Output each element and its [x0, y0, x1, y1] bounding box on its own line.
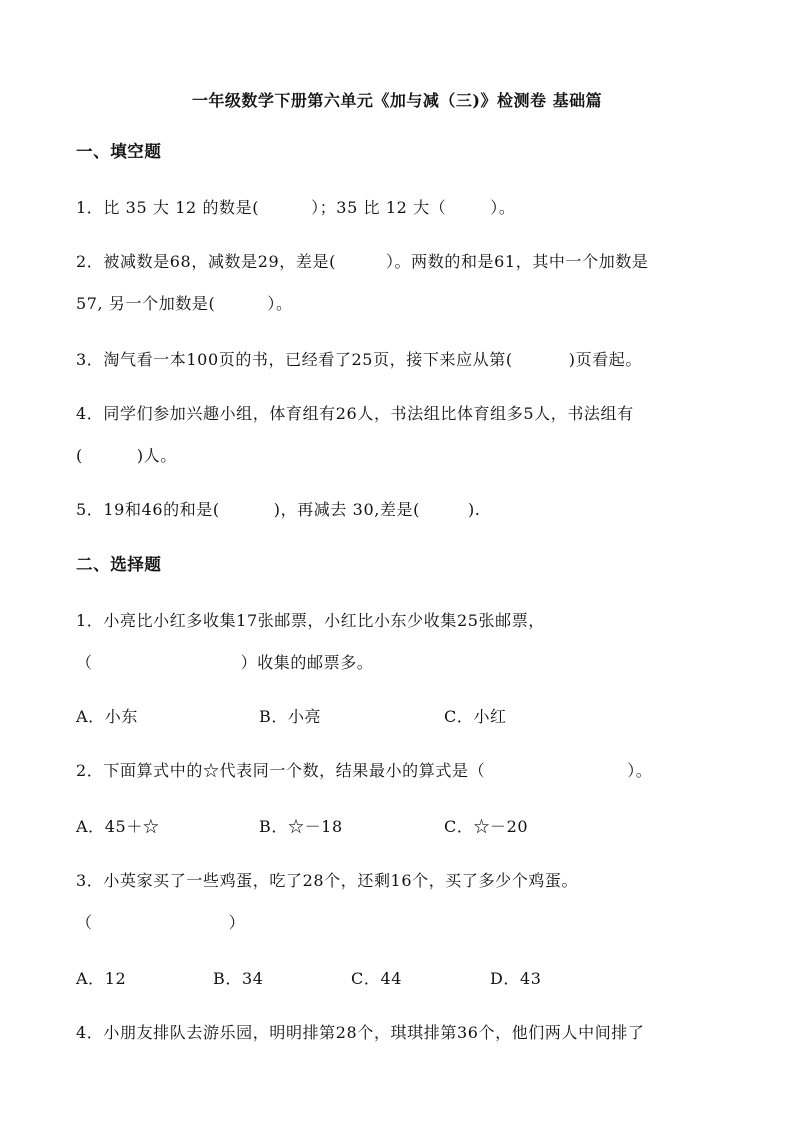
question-text: ）。	[627, 761, 653, 780]
option-b[interactable]: B．小亮	[259, 707, 322, 726]
question-1-4-cont	[76, 446, 177, 466]
question-text: 5．19和46的和是(	[76, 500, 220, 519]
question-1-2	[76, 252, 649, 272]
option-c[interactable]: C．44	[351, 969, 403, 988]
question-text: （	[76, 913, 93, 932]
question-1-1	[76, 198, 515, 218]
option-d[interactable]: D．43	[490, 969, 542, 988]
question-text: （	[76, 653, 93, 672]
question-1-4	[76, 404, 634, 424]
section-heading-fill-in: 一、填空题	[76, 142, 162, 161]
option-c[interactable]: C．☆－20	[444, 817, 529, 836]
question-text: ）。	[267, 294, 293, 313]
question-1-2-cont	[76, 294, 293, 314]
question-2-3-cont	[76, 913, 245, 933]
question-text: 4．同学们参加兴趣小组，体育组有26人，书法组比体育组多5人，书法组有	[76, 404, 634, 423]
question-text: ）；35 比 12 大（	[311, 198, 447, 217]
question-text: )页看起。	[568, 350, 642, 369]
question-text: 57, 另一个加数是(	[76, 294, 216, 313]
question-1-5	[76, 500, 481, 520]
question-2-3: 3．小英家买了一些鸡蛋，吃了28个，还剩16个，买了多少个鸡蛋。	[76, 871, 579, 890]
question-text: ).	[467, 500, 481, 519]
option-b[interactable]: B．34	[213, 969, 264, 988]
option-a[interactable]: A．12	[76, 969, 127, 988]
question-text: ）。两数的和是61，其中一个加数是	[385, 252, 649, 271]
question-text: ）。	[490, 198, 516, 217]
page-title: 一年级数学下册第六单元《加与减（三)》检测卷 基础篇	[191, 91, 603, 110]
option-a[interactable]: A．45＋☆	[76, 817, 160, 836]
question-text: 3．淘气看一本100页的书，已经看了25页，接下来应从第(	[76, 350, 513, 369]
question-2-1-cont	[76, 653, 373, 673]
option-c[interactable]: C．小红	[444, 707, 507, 726]
question-2-4: 4．小朋友排队去游乐园，明明排第28个，琪琪排第36个，他们两人中间排了	[76, 1023, 645, 1042]
option-b[interactable]: B．☆－18	[259, 817, 343, 836]
question-text: 1．比 35 大 12 的数是(	[76, 198, 260, 217]
question-text: )人。	[136, 446, 177, 465]
question-text: ）收集的邮票多。	[240, 653, 374, 672]
question-text: )，再减去 30,差是(	[273, 500, 420, 519]
question-1-3	[76, 350, 642, 370]
question-text: 2．下面算式中的☆代表同一个数，结果最小的算式是（	[76, 761, 486, 780]
question-text: ）	[228, 913, 246, 932]
option-a[interactable]: A．小东	[76, 707, 138, 726]
question-2-2	[76, 761, 652, 781]
question-text: (	[76, 446, 83, 465]
section-heading-multiple-choice: 二、选择题	[76, 555, 162, 574]
question-2-1: 1．小亮比小红多收集17张邮票，小红比小东少收集25张邮票，	[76, 611, 545, 630]
question-text: 2．被减数是68，减数是29，差是(	[76, 252, 336, 271]
